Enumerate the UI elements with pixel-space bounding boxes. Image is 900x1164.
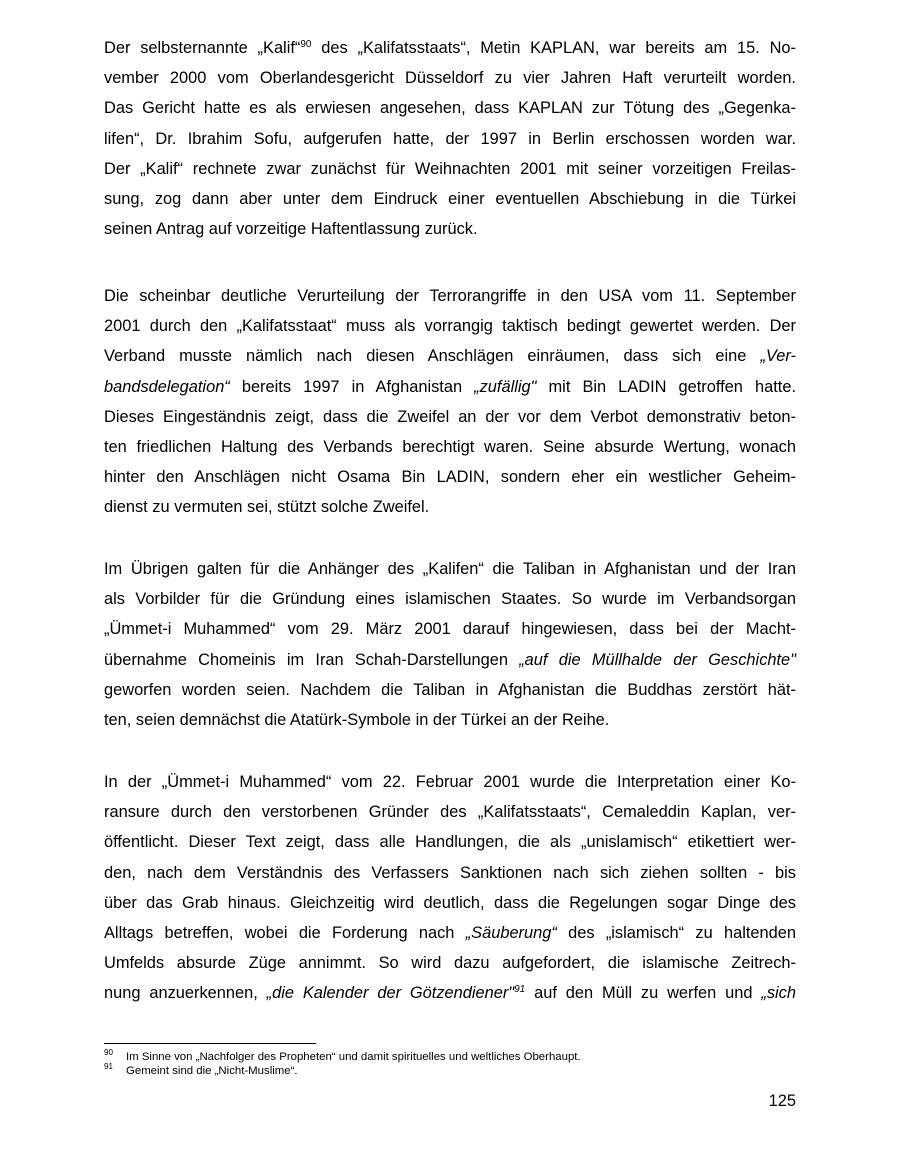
footnote-number: 91 [104, 1062, 113, 1071]
text-run: nung anzuerkennen, [104, 984, 267, 1003]
text-line: Der „Kalif“ rechnete zwar zunächst für Weihnachten 2001 mit seiner vorzeitigen Freilas- [104, 159, 796, 178]
footnote-91 [104, 1064, 704, 1078]
text-line: geworfen worden seien. Nachdem die Taliban in Afghanistan die Buddhas zerstört hät- [104, 680, 796, 699]
paragraph-4 [104, 767, 796, 1009]
text-run: mit Bin LADIN getroffen hatte. [536, 377, 796, 396]
text-line: sung, zog dann aber unter dem Eindruck einer eventuellen Abschiebung in die Türkei [104, 189, 796, 208]
text-line [104, 978, 796, 1008]
footnote-divider [104, 1043, 316, 1044]
text-line: dienst zu vermuten sei, stützt solche Zweifel. [104, 498, 430, 517]
footnote-90 [104, 1050, 704, 1064]
footnote-ref-91[interactable]: 91 [514, 984, 526, 996]
text-line: über das Grab hinaus. Gleichzeitig wird deutlich, dass die Regelungen sogar Dinge des [104, 893, 796, 912]
text-line: Das Gericht hatte es als erwiesen angesehen, dass KAPLAN zur Tötung des „Gegenka- [104, 99, 796, 118]
text-line: öffentlicht. Dieser Text zeigt, dass alle Handlungen, die als „unislamisch“ etikettiert wer- [104, 833, 796, 852]
footnote-text: Gemeint sind die „Nicht-Muslime“. [126, 1065, 298, 1077]
paragraph-3 [104, 554, 796, 735]
text-line: lifen“, Dr. Ibrahim Sofu, aufgerufen hatte, der 1997 in Berlin erschossen worden war. [104, 129, 796, 148]
text-line: Im Übrigen galten für die Anhänger des „Kalifen“ die Taliban in Afghanistan und der Iran [104, 560, 796, 578]
italic-run: „die Kalender der Götzendiener" [266, 984, 515, 1003]
italic-run: „Säuberung“ [465, 923, 557, 942]
text-line [104, 341, 796, 371]
text-run: Der selbsternannte „Kalif“ [104, 39, 301, 57]
italic-run: bandsdelegation“ [104, 377, 230, 396]
text-line: ransure durch den verstorbenen Gründer des „Kalifatsstaats“, Cemaleddin Kaplan, ver- [104, 803, 796, 822]
text-line [104, 33, 796, 63]
text-run: des „Kalifatsstaats“, Metin KAPLAN, war bereits am 15. No- [311, 39, 797, 57]
text-run: Verband musste nämlich nach diesen Anschlägen einräumen, dass sich eine [104, 347, 761, 366]
text-run: des „islamisch“ zu haltenden [556, 923, 796, 942]
text-line [104, 372, 796, 402]
text-line [104, 918, 796, 948]
text-line: ten friedlichen Haltung des Verbands berechtigt waren. Seine absurde Wertung, wonach [104, 437, 796, 456]
text-line: vember 2000 vom Oberlandesgericht Düsseldorf zu vier Jahren Haft verurteilt worden. [104, 69, 796, 88]
text-line: 2001 durch den „Kalifatsstaat“ muss als vorrangig taktisch bedingt gewertet werden. Der [104, 317, 796, 336]
text-line: „Ümmet-i Muhammed“ vom 29. März 2001 darauf hingewiesen, dass bei der Macht- [104, 620, 796, 639]
text-line: ten, seien demnächst die Atatürk-Symbole in der Türkei an der Reihe. [104, 710, 610, 729]
footnote-ref-90[interactable]: 90 [300, 39, 312, 50]
italic-run: „auf die Müllhalde der Geschichte" [519, 650, 796, 669]
text-run: übernahme Chomeinis im Iran Schah-Darstellungen [104, 650, 520, 669]
text-line: als Vorbilder für die Gründung eines islamischen Staates. So wurde im Verbandsorgan [104, 590, 796, 609]
footnote-text: Im Sinne von „Nachfolger des Propheten“ und damit spirituelles und weltliches Oberhaupt. [126, 1051, 581, 1063]
text-line: Dieses Eingeständnis zeigt, dass die Zweifel an der vor dem Verbot demonstrativ beton- [104, 407, 796, 426]
paragraph-2 [104, 281, 796, 523]
text-run: auf den Müll zu werfen und [525, 984, 762, 1003]
page-number: 125 [768, 1092, 796, 1110]
paragraph-1 [104, 33, 796, 244]
text-line: seinen Antrag auf vorzeitige Haftentlassung zurück. [104, 220, 478, 239]
text-line [104, 645, 796, 675]
text-line: Umfelds absurde Züge annimmt. So wird dazu aufgefordert, die islamische Zeitrech- [104, 954, 796, 973]
text-line: hinter den Anschlägen nicht Osama Bin LADIN, sondern eher ein westlicher Geheim- [104, 468, 796, 487]
text-line: In der „Ümmet-i Muhammed“ vom 22. Februar 2001 wurde die Interpretation einer Ko- [104, 773, 796, 791]
text-line: Die scheinbar deutliche Verurteilung der Terrorangriffe in den USA vom 11. September [104, 287, 796, 305]
italic-run: „zufällig" [474, 377, 537, 396]
italic-run: „Ver- [760, 347, 796, 366]
footnote-number: 90 [104, 1048, 113, 1057]
text-run: bereits 1997 in Afghanistan [229, 377, 475, 396]
text-run: Alltags betreffen, wobei die Forderung nach [104, 923, 466, 942]
italic-run: „sich [761, 984, 796, 1003]
text-line: den, nach dem Verständnis des Verfassers Sanktionen nach sich ziehen sollten - bis [104, 863, 796, 882]
